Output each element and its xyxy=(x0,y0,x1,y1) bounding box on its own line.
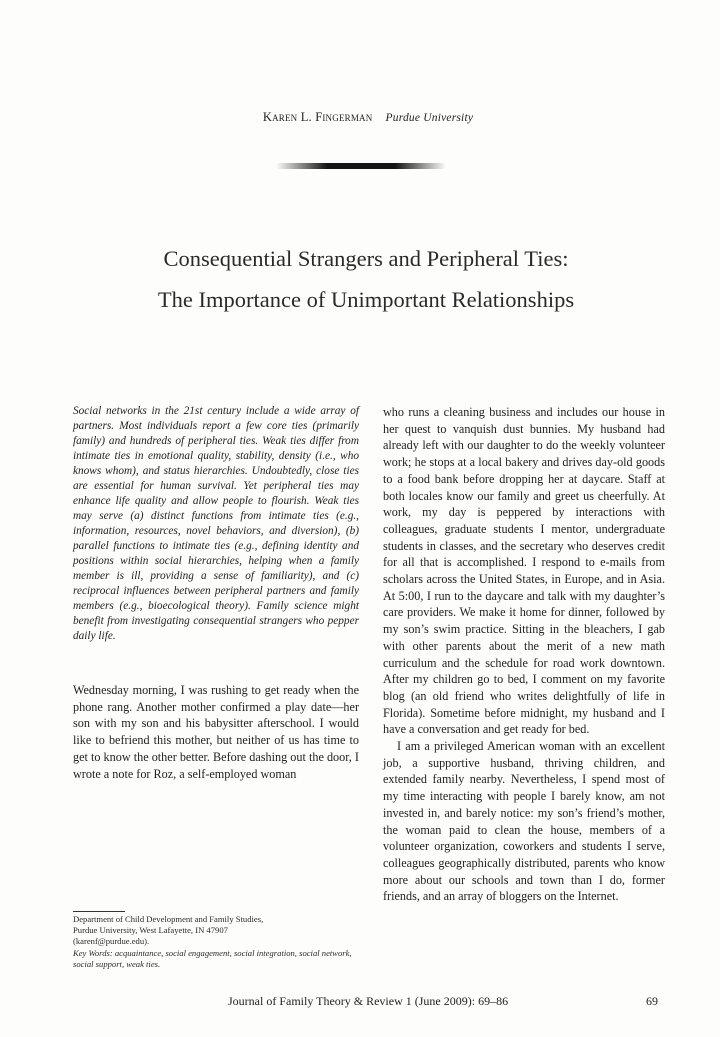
body-paragraph-second: I am a privileged American woman with an excellent job, a supportive husband, thriving children, and extended family nearby. Nevertheless, I spend most of my time interacting with people I barely know, am not invested in, and barely notice: my son’s friend’s mother, the woman paid to clean the house, members of a volunteer organization, coworkers and students I serve, colleagues geographically distributed, parents who know more about our schools and town than I do, former friends, and an array of bloggers on the Internet. xyxy=(383,739,665,904)
footnote-keywords: Key Words: acquaintance, social engagement, social integration, social network, social support, weak ties. xyxy=(73,948,352,969)
article-header xyxy=(0,110,720,125)
author-name: Karen L. Fingerman xyxy=(262,110,373,124)
right-column xyxy=(383,404,665,905)
abstract: Social networks in the 21st century include a wide array of partners. Most individuals report a few core ties (primarily family) and hundreds of peripheral ties. Weak ties differ from intimate ties in emotional quality, stability, density (i.e., who knows whom), and status hierarchies. Undoubtedly, close ties are essential for human survival. Yet peripheral ties may enhance life quality and allow people to flourish. Weak ties may serve (a) distinct functions from intimate ties (e.g., information, resources, novel behaviors, and diversion), (b) parallel functions to intimate ties (e.g., defining identity and positions within social hierarchies, helping when a family member is ill, providing a sense of familiarity), and (c) reciprocal influences between peripheral partners and family members (e.g., bioecological theory). Family science might benefit from investigating consequential strangers who pepper daily life. xyxy=(73,405,359,642)
journal-citation: Journal of Family Theory & Review 1 (June 2009): 69–86 xyxy=(228,994,509,1008)
footnote-address: Purdue University, West Lafayette, IN 47907 xyxy=(73,925,228,935)
title-line-1: Consequential Strangers and Peripheral Ties: xyxy=(163,246,569,271)
title-line-2: The Importance of Unimportant Relationships xyxy=(157,287,575,312)
body-paragraph-opening: Wednesday morning, I was rushing to get ready when the phone rang. Another mother confirmed a play date—her son with my son and his babysitter afterschool. I would like to befriend this mother, but neither of us has time to get to know the other better. Before dashing out the door, I wrote a note for Roz, a self-employed woman xyxy=(73,683,359,781)
footnote-email: (karenf@purdue.edu). xyxy=(73,936,150,946)
decorative-rule xyxy=(276,163,446,169)
article-title xyxy=(0,238,720,320)
footnote-department: Department of Child Development and Family Studies, xyxy=(73,914,264,924)
left-column xyxy=(73,404,359,782)
footnote xyxy=(73,914,363,970)
page-number: 69 xyxy=(646,994,658,1008)
body-paragraph-continued: who runs a cleaning business and includes our house in her quest to vanquish dust bunnies. My husband had already left with our daughter to do the weekly volunteer work; he stops at a local bakery and drives day-old goods to a food bank before dropping her at daycare. Staff at both locales know our family and greet us cheerfully. At work, my day is peppered by interactions with colleagues, graduate students I mentor, undergraduate students in classes, and the secretary who deserves credit for all that is accomplished. I respond to e-mails from scholars across the United States, in Europe, and in Asia. At 5:00, I run to the daycare and talk with my daughter’s care providers. We make it home for dinner, followed by my son’s swim practice. Sitting in the bleachers, I gab with other parents about the merit of a new math curriculum and the schedule for road work downtown. After my children go to bed, I comment on my favorite blog (an old friend who writes delightfully of life in Florida). Sometime before midnight, my husband and I have a conversation and get ready for bed. xyxy=(383,405,665,737)
footnote-rule xyxy=(73,911,125,912)
author-affiliation: Purdue University xyxy=(385,112,474,124)
